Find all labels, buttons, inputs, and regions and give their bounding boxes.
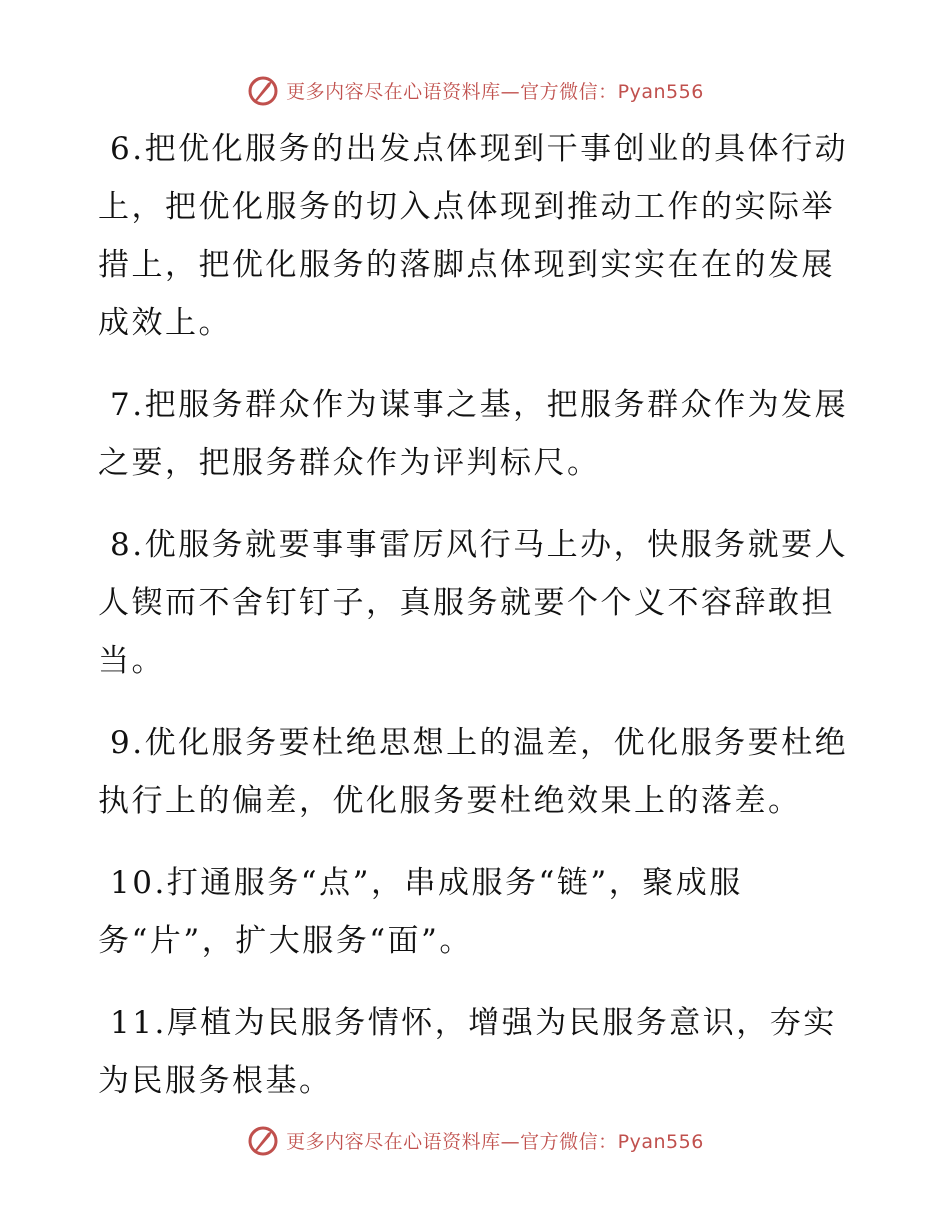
quill-pen-seal-icon [246, 73, 280, 107]
paragraph-10: 10.打通服务“点”，串成服务“链”，聚成服务“片”，扩大服务“面”。 [98, 865, 743, 959]
paragraph-6: 6.把优化服务的出发点体现到干事创业的具体行动上，把优化服务的切入点体现到推动工作的实际举措上，把优化服务的落脚点体现到实实在在的发展成效上。 [98, 131, 849, 341]
document-body [98, 120, 850, 1134]
footer-banner [0, 1120, 950, 1160]
paragraph-11: 11.厚植为民服务情怀，增强为民服务意识，夯实为民服务根基。 [98, 1005, 837, 1099]
paragraph-9: 9.优化服务要杜绝思想上的温差，优化服务要杜绝执行上的偏差，优化服务要杜绝效果上的落差。 [98, 725, 849, 819]
header-banner-text: 更多内容尽在心语资料库—官方微信：Pyan556 [286, 80, 704, 103]
header-banner [0, 70, 950, 110]
paragraph-8: 8.优服务就要事事雷厉风行马上办，快服务就要人人锲而不舍钉钉子，真服务就要个个义不容辞敢担当。 [98, 527, 849, 679]
quill-pen-seal-icon [246, 1123, 280, 1157]
paragraph-7: 7.把服务群众作为谋事之基，把服务群众作为发展之要，把服务群众作为评判标尺。 [98, 387, 849, 481]
footer-banner-text: 更多内容尽在心语资料库—官方微信：Pyan556 [286, 1130, 704, 1153]
